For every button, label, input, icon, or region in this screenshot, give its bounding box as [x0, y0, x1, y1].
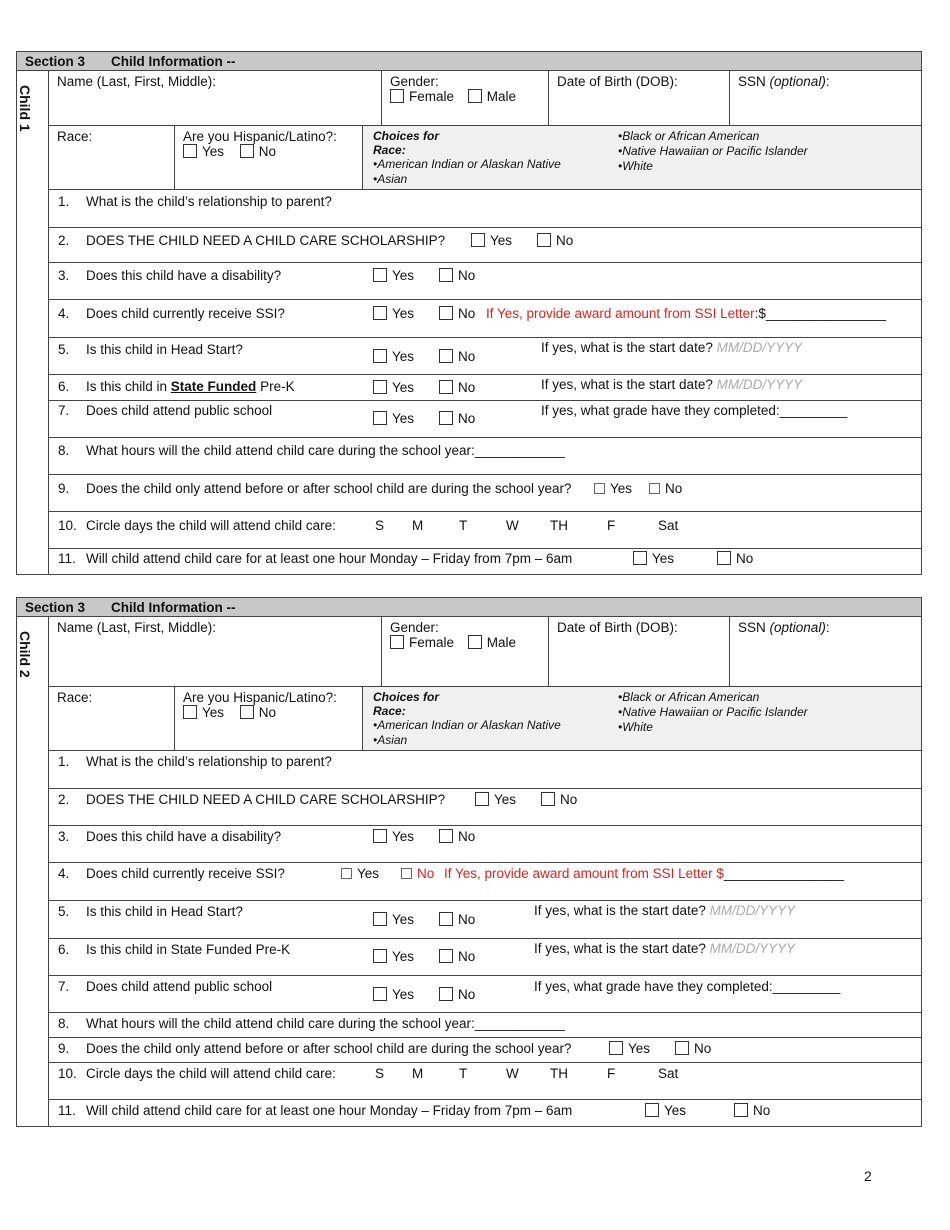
- before-after-no-checkbox[interactable]: [649, 483, 660, 494]
- disability-no-checkbox[interactable]: [439, 829, 453, 843]
- school-hours-field[interactable]: What hours will the child attend child care during the school year:____________: [86, 1016, 565, 1031]
- grade-completed-field[interactable]: If yes, what grade have they completed:_________: [534, 979, 841, 994]
- gender-field: Gender: Female Male: [382, 71, 549, 125]
- child-1-section: [16, 51, 922, 575]
- question-6-row: 6. Is this child in State Funded Pre-K Yes No If yes, what is the start date? MM/DD/YYYY: [49, 939, 921, 976]
- ssi-amount-field[interactable]: ________________: [723, 866, 845, 881]
- section-header: Section 3 Child Information --: [17, 52, 921, 71]
- public-school-yes-checkbox[interactable]: [373, 987, 387, 1001]
- hispanic-yes-checkbox[interactable]: [183, 144, 197, 158]
- question-6-row: 6. Is this child in State Funded Pre-K Yes No If yes, what is the start date? MM/DD/YYYY: [49, 375, 921, 401]
- race-choices: Choices for Race: •American Indian or Alaskan Native •Asian •Black or African American •Native Hawaiian or Pacific Islander •White: [363, 687, 921, 750]
- public-school-yes-checkbox[interactable]: [373, 411, 387, 425]
- gender-female-checkbox[interactable]: [390, 635, 404, 649]
- scholarship-yes-checkbox[interactable]: [475, 792, 489, 806]
- dob-field[interactable]: Date of Birth (DOB):: [549, 71, 730, 125]
- public-school-no-checkbox[interactable]: [439, 411, 453, 425]
- question-1-row: 1. What is the child’s relationship to parent?: [49, 751, 921, 789]
- question-2-row: 2. DOES THE CHILD NEED A CHILD CARE SCHOLARSHIP? Yes No: [49, 789, 921, 826]
- child-label: Child 2: [17, 631, 33, 678]
- page-number: 2: [864, 1168, 872, 1184]
- question-5-row: 5. Is this child in Head Start? Yes No If yes, what is the start date? MM/DD/YYYY: [49, 901, 921, 939]
- prek-no-checkbox[interactable]: [439, 949, 453, 963]
- child-side-column: [17, 71, 49, 574]
- hispanic-no-checkbox[interactable]: [240, 705, 254, 719]
- night-care-no-checkbox[interactable]: [734, 1103, 748, 1117]
- question-11-row: 11. Will child attend child care for at least one hour Monday – Friday from 7pm – 6am Yes No: [58, 1103, 771, 1118]
- identity-row: [49, 617, 921, 687]
- night-care-yes-checkbox[interactable]: [633, 551, 647, 565]
- head-start-yes-checkbox[interactable]: [373, 912, 387, 926]
- ssn-field[interactable]: SSN (optional):: [738, 620, 830, 635]
- ssi-note: If Yes, provide award amount from SSI Letter: [486, 306, 755, 321]
- identity-row: [49, 71, 921, 126]
- race-row: [49, 126, 921, 190]
- school-hours-field[interactable]: What hours will the child attend child care during the school year:____________: [86, 443, 565, 458]
- prek-date-field[interactable]: MM/DD/YYYY: [709, 941, 796, 956]
- race-row: [49, 687, 921, 751]
- race-field[interactable]: Race:: [49, 126, 175, 189]
- child-side-column: [17, 617, 49, 1126]
- before-after-yes-checkbox[interactable]: [609, 1041, 623, 1055]
- day-wed[interactable]: W: [506, 1066, 519, 1081]
- scholarship-no-checkbox[interactable]: [541, 792, 555, 806]
- head-start-no-checkbox[interactable]: [439, 912, 453, 926]
- hispanic-yes-checkbox[interactable]: [183, 705, 197, 719]
- question-9-row: 9. Does the child only attend before or after school child are during the school year? Yes No: [49, 1038, 921, 1063]
- gender-field: Gender: Female Male: [382, 617, 549, 686]
- question-7-row: 7. Does child attend public school Yes No If yes, what grade have they completed:_________: [49, 401, 921, 438]
- disability-yes-checkbox[interactable]: [373, 268, 387, 282]
- day-fri[interactable]: F: [607, 1066, 616, 1081]
- prek-date-field[interactable]: MM/DD/YYYY: [716, 377, 803, 392]
- gender-male-checkbox[interactable]: [468, 89, 482, 103]
- question-3-row: 3. Does this child have a disability? Yes No: [49, 263, 921, 300]
- day-thu[interactable]: TH: [550, 1066, 568, 1081]
- ssi-no-checkbox[interactable]: [439, 306, 453, 320]
- scholarship-yes-checkbox[interactable]: [471, 233, 485, 247]
- question-2-row: 2. DOES THE CHILD NEED A CHILD CARE SCHOLARSHIP? Yes No: [49, 228, 921, 263]
- head-start-date-field[interactable]: MM/DD/YYYY: [709, 903, 796, 918]
- day-sat[interactable]: Sat: [658, 518, 679, 533]
- question-5-row: 5. Is this child in Head Start? Yes No If yes, what is the start date? MM/DD/YYYY: [49, 338, 921, 375]
- disability-yes-checkbox[interactable]: [373, 829, 387, 843]
- child-label: Child 1: [17, 85, 33, 132]
- scholarship-no-checkbox[interactable]: [537, 233, 551, 247]
- hispanic-no-checkbox[interactable]: [240, 144, 254, 158]
- prek-no-checkbox[interactable]: [439, 380, 453, 394]
- grade-completed-field[interactable]: If yes, what grade have they completed:_________: [541, 403, 848, 418]
- ssi-amount-field[interactable]: :$________________: [754, 306, 887, 321]
- day-mon[interactable]: M: [412, 1066, 424, 1081]
- race-choices: Choices for Race: •American Indian or Alaskan Native •Asian •Black or African American •Native Hawaiian or Pacific Islander •White: [363, 126, 921, 189]
- head-start-no-checkbox[interactable]: [439, 349, 453, 363]
- gender-male-checkbox[interactable]: [468, 635, 482, 649]
- gender-female-checkbox[interactable]: [390, 89, 404, 103]
- name-field[interactable]: Name (Last, First, Middle):: [49, 617, 382, 686]
- hispanic-field: Are you Hispanic/Latino?: Yes No: [175, 687, 363, 750]
- child-2-section: [16, 597, 922, 1127]
- day-wed[interactable]: W: [506, 518, 519, 533]
- question-11-row: 11. Will child attend child care for at least one hour Monday – Friday from 7pm – 6am Yes No: [58, 551, 754, 566]
- disability-no-checkbox[interactable]: [439, 268, 453, 282]
- head-start-yes-checkbox[interactable]: [373, 349, 387, 363]
- ssi-no-checkbox[interactable]: [401, 868, 412, 879]
- race-field[interactable]: Race:: [49, 687, 175, 750]
- night-care-yes-checkbox[interactable]: [645, 1103, 659, 1117]
- prek-yes-checkbox[interactable]: [373, 380, 387, 394]
- ssn-field[interactable]: SSN (optional):: [738, 74, 830, 89]
- ssi-yes-checkbox[interactable]: [373, 306, 387, 320]
- night-care-no-checkbox[interactable]: [717, 551, 731, 565]
- name-field[interactable]: Name (Last, First, Middle):: [49, 71, 382, 125]
- question-4-row: 4. Does child currently receive SSI? Yes No If Yes, provide award amount from SSI Letter $________________: [49, 863, 921, 901]
- ssi-note: If Yes, provide award amount from SSI Letter $: [444, 866, 724, 881]
- question-9-row: 9. Does the child only attend before or after school child are during the school year? Yes No: [49, 475, 921, 512]
- day-tue[interactable]: T: [459, 518, 468, 533]
- question-4-row: 4. Does child currently receive SSI? Yes No If Yes, provide award amount from SSI Letter:$________________: [49, 300, 921, 338]
- public-school-no-checkbox[interactable]: [439, 987, 453, 1001]
- question-3-row: 3. Does this child have a disability? Yes No: [49, 826, 921, 863]
- question-10-row: 10. Circle days the child will attend child care: S M T W TH F Sat: [49, 1063, 921, 1100]
- section-header: Section 3 Child Information --: [17, 598, 921, 617]
- day-sun[interactable]: S: [375, 1066, 385, 1081]
- hispanic-field: Are you Hispanic/Latino?: Yes No: [175, 126, 363, 189]
- day-thu[interactable]: TH: [550, 518, 568, 533]
- prek-yes-checkbox[interactable]: [373, 949, 387, 963]
- question-7-row: 7. Does child attend public school Yes No If yes, what grade have they completed:_________: [49, 976, 921, 1013]
- day-mon[interactable]: M: [412, 518, 424, 533]
- question-8-row: 8. What hours will the child attend child care during the school year:____________: [49, 1013, 921, 1038]
- dob-field[interactable]: Date of Birth (DOB):: [549, 617, 730, 686]
- ssi-yes-checkbox[interactable]: [341, 868, 352, 879]
- day-fri[interactable]: F: [607, 518, 616, 533]
- question-8-row: 8. What hours will the child attend child care during the school year:____________: [49, 438, 921, 475]
- day-sun[interactable]: S: [375, 518, 385, 533]
- before-after-yes-checkbox[interactable]: [594, 483, 605, 494]
- head-start-date-field[interactable]: MM/DD/YYYY: [716, 340, 803, 355]
- question-10-row: 10. Circle days the child will attend child care: S M T W TH F Sat: [49, 512, 921, 549]
- day-tue[interactable]: T: [459, 1066, 468, 1081]
- question-1-row: 1. What is the child’s relationship to parent?: [49, 190, 921, 228]
- day-sat[interactable]: Sat: [658, 1066, 679, 1081]
- before-after-no-checkbox[interactable]: [675, 1041, 689, 1055]
